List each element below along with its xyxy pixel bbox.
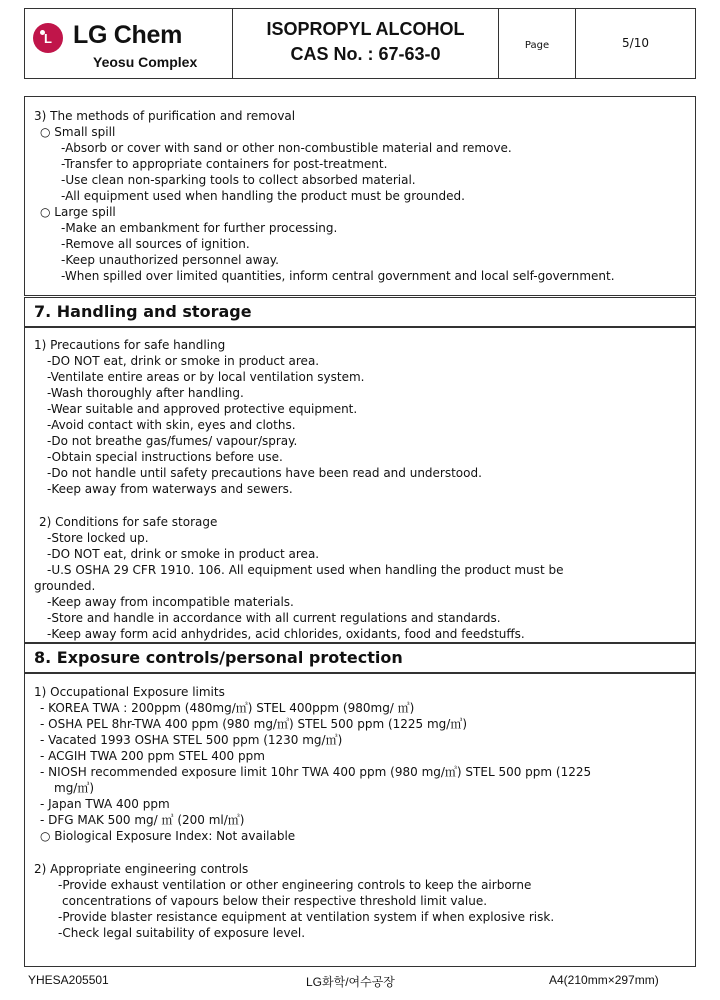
text-line: - ACGIH TWA 200 ppm STEL 400 ppm (40, 749, 265, 763)
text-line: -Avoid contact with skin, eyes and cloths. (47, 418, 296, 432)
text-line: mg/㎥) (54, 781, 95, 795)
text-line: -U.S OSHA 29 CFR 1910. 106. All equipment used when handling the product must be (47, 563, 564, 577)
handling-storage-section (24, 327, 696, 643)
text-line: ○ Small spill (40, 125, 116, 139)
paper-size: A4(210mm×297mm) (549, 973, 659, 987)
logo-cell (25, 9, 233, 78)
text-line: - OSHA PEL 8hr-TWA 400 ppm (980 mg/㎥) STEL 500 ppm (1225 mg/㎥) (40, 717, 468, 731)
text-line: -Keep away from incompatible materials. (47, 595, 294, 609)
document-code: YHESA205501 (28, 973, 109, 987)
text-line: 2) Conditions for safe storage (39, 515, 218, 529)
text-line: grounded. (34, 579, 96, 593)
text-line: -Store and handle in accordance with all current regulations and standards. (47, 611, 501, 625)
text-line: -Obtain special instructions before use. (47, 450, 283, 464)
text-line: - KOREA TWA : 200ppm (480mg/㎥) STEL 400ppm (980mg/ ㎥) (40, 701, 415, 715)
text-line: -DO NOT eat, drink or smoke in product area. (47, 547, 320, 561)
text-line: -Keep unauthorized personnel away. (61, 253, 279, 267)
brand-name: LG Chem (73, 21, 183, 49)
text-line: -Do not breathe gas/fumes/ vapour/spray. (47, 434, 298, 448)
text-line: -All equipment used when handling the product must be grounded. (61, 189, 465, 203)
lg-logo-icon: L (33, 23, 63, 53)
document-header (24, 8, 696, 79)
text-line: -Keep away form acid anhydrides, acid chlorides, oxidants, food and feedstuffs. (47, 627, 525, 641)
text-line: ○ Large spill (40, 205, 116, 219)
text-line: -Keep away from waterways and sewers. (47, 482, 293, 496)
product-title: ISOPROPYL ALCOHOL (266, 19, 465, 39)
text-line: -Wear suitable and approved protective equipment. (47, 402, 358, 416)
section-8-header (24, 643, 696, 673)
text-line: -Wash thoroughly after handling. (47, 386, 244, 400)
page-number: 5/10 (622, 36, 649, 50)
text-line: - Vacated 1993 OSHA STEL 500 ppm (1230 mg/㎥) (40, 733, 343, 747)
text-line: -Use clean non-sparking tools to collect absorbed material. (61, 173, 416, 187)
text-line: 2) Appropriate engineering controls (34, 862, 249, 876)
text-line: - Japan TWA 400 ppm (40, 797, 170, 811)
spill-cleanup-section (24, 96, 696, 296)
text-line: 3) The methods of purification and removal (34, 109, 296, 123)
text-line: -Do not handle until safety precautions have been read and understood. (47, 466, 482, 480)
page-label: Page (524, 40, 550, 51)
text-line: - DFG MAK 500 mg/ ㎥ (200 ml/㎥) (40, 813, 245, 827)
exposure-controls-section (24, 673, 696, 967)
complex-name: Yeosu Complex (93, 54, 198, 70)
text-line: -Transfer to appropriate containers for post-treatment. (61, 157, 388, 171)
company-name: LG화학/여수공장 (306, 975, 395, 989)
title-cell (233, 9, 499, 78)
text-line: 1) Occupational Exposure limits (34, 685, 225, 699)
text-line: -Provide exhaust ventilation or other engineering controls to keep the airborne (58, 878, 532, 892)
text-line: -Absorb or cover with sand or other non-combustible material and remove. (61, 141, 512, 155)
text-line: -When spilled over limited quantities, inform central government and local self-government. (61, 269, 615, 283)
section-title: 7. Handling and storage (34, 302, 252, 321)
text-line: - NIOSH recommended exposure limit 10hr TWA 400 ppm (980 mg/㎥) STEL 500 ppm (1225 (40, 765, 592, 779)
text-line: concentrations of vapours below their respective threshold limit value. (62, 894, 488, 908)
page-number-cell (576, 9, 695, 78)
text-line: -Provide blaster resistance equipment at ventilation system if when explosive risk. (58, 910, 555, 924)
text-line: -Ventilate entire areas or by local ventilation system. (47, 370, 365, 384)
section-title: 8. Exposure controls/personal protection (34, 648, 403, 667)
text-line: -Remove all sources of ignition. (61, 237, 250, 251)
text-line: -DO NOT eat, drink or smoke in product area. (47, 354, 320, 368)
section-7-header (24, 297, 696, 327)
text-line: ○ Biological Exposure Index: Not available (40, 829, 296, 843)
text-line: 1) Precautions for safe handling (34, 338, 226, 352)
text-line: -Store locked up. (47, 531, 149, 545)
cas-number: CAS No. : 67-63-0 (290, 44, 441, 64)
text-line: -Check legal suitability of exposure level. (58, 926, 306, 940)
text-line: -Make an embankment for further processing. (61, 221, 338, 235)
page-label-cell (499, 9, 576, 78)
